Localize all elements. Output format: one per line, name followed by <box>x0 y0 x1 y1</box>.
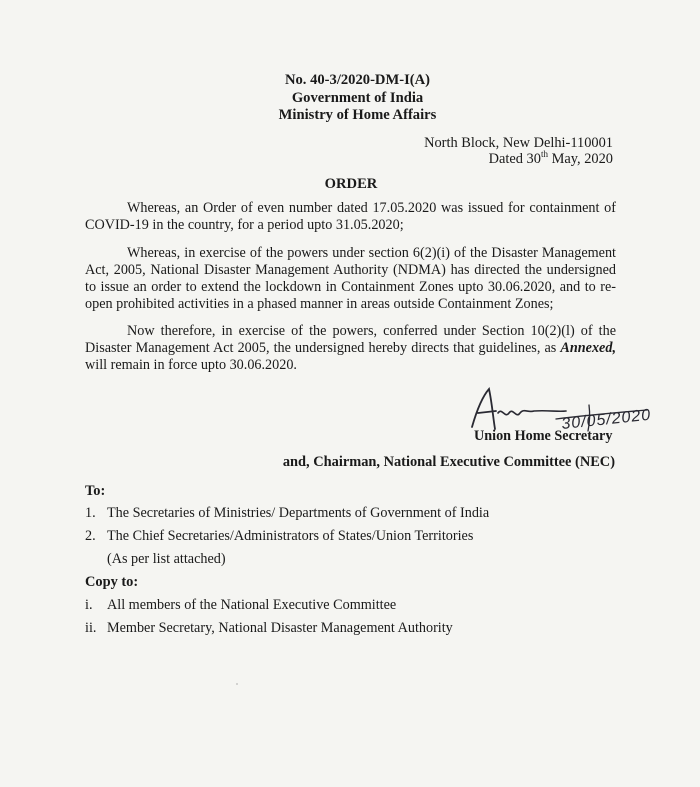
order-heading-text: ORDER <box>324 176 378 192</box>
copy-to-item-1-number: i. <box>85 597 93 613</box>
to-item-1-text: The Secretaries of Ministries/ Departments of Government of India <box>107 505 490 521</box>
to-item-1 <box>85 505 489 522</box>
chairman-title: and, Chairman, National Executive Committee (NEC) <box>282 454 615 470</box>
date-ordinal: th <box>540 149 548 160</box>
to-heading: To: <box>85 483 106 499</box>
order-number: No. 40-3/2020-DM-I(A) <box>284 72 431 88</box>
copy-to-item-1 <box>85 597 396 614</box>
address-block <box>424 135 613 167</box>
copy-to-item-2 <box>85 620 453 637</box>
to-item-2-text: The Chief Secretaries/Administrators of States/Union Territories <box>107 528 474 544</box>
order-heading <box>0 176 700 193</box>
date-suffix: May, 2020 <box>547 151 613 167</box>
to-item-1-number: 1. <box>85 505 96 521</box>
address-location: North Block, New Delhi-110001 <box>424 135 613 151</box>
paragraph-2: Whereas, in exercise of the powers under section 6(2)(i) of the Disaster Management Act, 2005, National Disaster Management Authority (NDMA) has directed the undersigned to issue an order to extend the lockdown in Containment Zones upto 30.06.2020, and to re-open prohibited activities in a phased manner in areas outside Containment Zones; <box>85 245 616 312</box>
to-item-2-number: 2. <box>85 528 96 544</box>
copy-to-heading: Copy to: <box>85 574 139 590</box>
signatory-title: Union Home Secretary <box>474 428 613 444</box>
to-item-2 <box>85 528 473 545</box>
document-header <box>0 72 700 125</box>
ministry-name: Ministry of Home Affairs <box>278 107 437 123</box>
government-name: Government of India <box>291 89 424 106</box>
document-date <box>424 151 613 167</box>
copy-to-item-2-number: ii. <box>85 620 97 636</box>
paragraph-3 <box>85 323 616 374</box>
to-list-note: (As per list attached) <box>107 551 226 567</box>
date-prefix: Dated 30 <box>488 151 541 167</box>
copy-to-item-2-text: Member Secretary, National Disaster Management Authority <box>107 620 453 636</box>
paper-speck <box>236 683 238 685</box>
paragraph-3-end: will remain in force upto 30.06.2020. <box>85 357 297 373</box>
annexed-emphasis: Annexed, <box>560 340 616 356</box>
handwritten-date: 30/05/2020 <box>560 406 653 433</box>
paragraph-3-start: Now therefore, in exercise of the powers, conferred under Section 10(2)(l) of the Disaster Management Act 2005, the undersigned hereby directs that guidelines, as <box>85 323 616 356</box>
copy-to-item-1-text: All members of the National Executive Committee <box>107 597 397 613</box>
paragraph-1: Whereas, an Order of even number dated 17.05.2020 was issued for containment of COVID-19 in the country, for a period upto 31.05.2020; <box>85 200 616 233</box>
